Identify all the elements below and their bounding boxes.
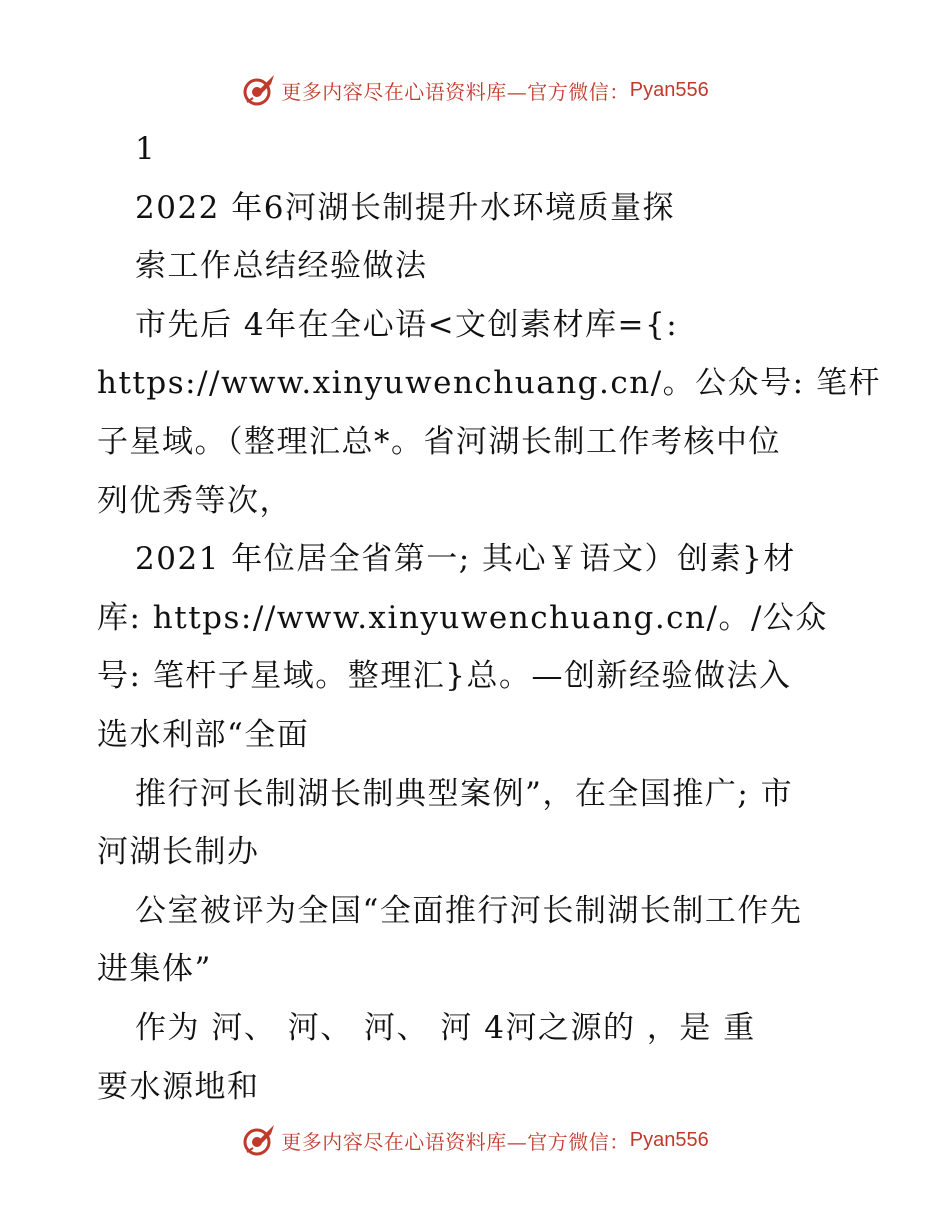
banner-text: 更多内容尽在心语资料库—官方微信： bbox=[281, 1129, 630, 1154]
text-line: 索工作总结经验做法 bbox=[135, 248, 428, 285]
text-line: 1 bbox=[135, 131, 157, 167]
quill-seal-icon bbox=[241, 72, 277, 108]
quill-seal-icon bbox=[241, 1122, 277, 1158]
text-line: 市先后 4年在全心语<文创素材库={: bbox=[135, 306, 679, 343]
banner-text: 更多内容尽在心语资料库—官方微信： bbox=[281, 79, 630, 104]
footer-watermark-banner bbox=[0, 1120, 950, 1160]
text-line: 号: 笔杆子星域。整理汇}总。—创新经验做法入 bbox=[97, 658, 792, 695]
text-line: 2022 年6河湖长制提升水环境质量探 bbox=[135, 189, 675, 226]
text-line: 库: https://www.xinyuwenchuang.cn/。/公众 bbox=[97, 599, 828, 636]
text-line: 作为 河、 河、 河、 河 4河之源的 ，是 重 bbox=[135, 1009, 756, 1046]
banner-wechat-id: Pyan556 bbox=[629, 1128, 709, 1151]
text-line: 要水源地和 bbox=[97, 1068, 260, 1105]
text-line: 子星域。（整理汇总*。省河湖长制工作考核中位 bbox=[97, 423, 781, 460]
banner-wechat-id: Pyan556 bbox=[629, 78, 709, 101]
text-line: 列优秀等次， bbox=[97, 482, 292, 519]
text-line: 公室被评为全国“全面推行河长制湖长制工作先 bbox=[135, 892, 803, 929]
text-line: 选水利部“全面 bbox=[97, 716, 310, 753]
text-line: 2021 年位居全省第一; 其心￥语文）创素}材 bbox=[135, 541, 796, 578]
text-line: 进集体” bbox=[97, 951, 212, 988]
text-line: https://www.xinyuwenchuang.cn/。公众号: 笔杆 bbox=[97, 365, 881, 402]
document-body bbox=[97, 120, 881, 1116]
text-line: 推行河长制湖长制典型案例”，在全国推广; 市 bbox=[135, 775, 794, 812]
text-line: 河湖长制办 bbox=[97, 834, 260, 871]
header-watermark-banner bbox=[0, 70, 950, 110]
